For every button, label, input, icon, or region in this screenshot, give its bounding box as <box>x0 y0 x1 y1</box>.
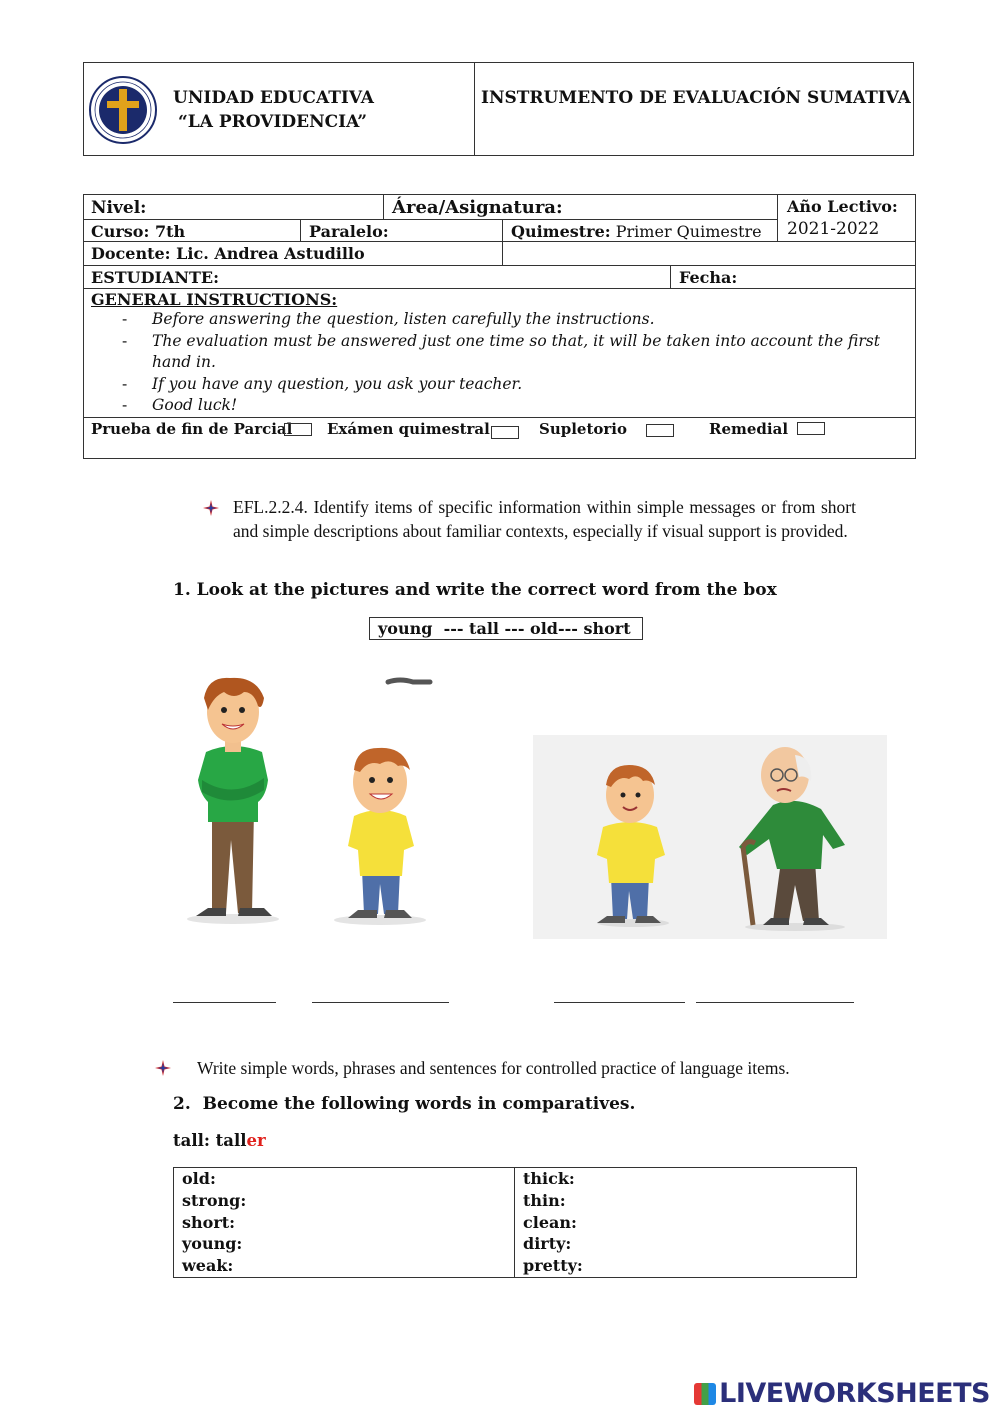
comparatives-right-column <box>523 1168 583 1277</box>
answer-blank-3[interactable] <box>554 1002 685 1003</box>
comparatives-left-column <box>182 1168 246 1277</box>
example-suffix: er <box>246 1131 266 1150</box>
example-base: tall: tall <box>173 1131 247 1150</box>
type-supletorio-checkbox[interactable] <box>646 424 674 437</box>
school-name-line2: “LA PROVIDENCIA” <box>178 112 368 132</box>
instruction-item: - The evaluation must be answered just one time so that, it will be taken into account the first hand in. <box>92 331 912 374</box>
answer-blank-4[interactable] <box>696 1002 854 1003</box>
sparkle-bullet-icon <box>154 1059 172 1077</box>
word-cell[interactable]: strong: <box>182 1190 247 1210</box>
type-quimestral-checkbox[interactable] <box>491 426 519 439</box>
paralelo-label: Paralelo: <box>309 222 389 241</box>
comparatives-divider <box>514 1167 515 1278</box>
instructions-title: GENERAL INSTRUCTIONS: <box>91 290 338 309</box>
nivel-label: Nivel: <box>91 198 147 218</box>
type-quimestral-label: Exámen quimestral <box>327 420 490 438</box>
curso-label: Curso: 7th <box>91 222 186 241</box>
skill-efl-2-2-4: EFL.2.2.4. Identify items of specific information within simple messages or from short and simple descriptions about familiar contexts, especially if visual support is provided. <box>233 497 856 541</box>
type-remedial-checkbox[interactable] <box>797 422 825 435</box>
liveworksheets-logo-icon <box>694 1383 716 1405</box>
anio-value: 2021-2022 <box>787 219 880 239</box>
answer-blank-1[interactable] <box>173 1002 276 1003</box>
word-cell[interactable]: thin: <box>523 1190 566 1210</box>
school-name-line1: UNIDAD EDUCATIVA <box>173 88 374 108</box>
type-parcial-checkbox[interactable] <box>284 423 312 436</box>
quimestre-field <box>503 220 770 243</box>
word-cell[interactable]: short: <box>182 1212 236 1232</box>
type-remedial-label: Remedial <box>709 420 789 438</box>
question-2: 2. Become the following words in comparatives. <box>173 1094 636 1114</box>
quimestre-label: Quimestre: <box>511 222 611 241</box>
tall-short-picture <box>178 670 448 932</box>
word-cell[interactable]: dirty: <box>523 1234 572 1254</box>
word-cell[interactable]: young: <box>182 1234 243 1254</box>
comparative-example <box>173 1131 266 1150</box>
quimestre-value: Primer Quimestre <box>615 222 762 241</box>
instruction-item: - If you have any question, you ask your teacher. <box>92 374 912 396</box>
instruction-item: - Good luck! <box>92 395 912 417</box>
sparkle-bullet-icon <box>202 499 220 517</box>
question-1: 1. Look at the pictures and write the correct word from the box <box>173 580 777 600</box>
school-seal-logo <box>88 75 158 145</box>
area-label: Área/Asignatura: <box>392 197 563 218</box>
instruction-item: - Before answering the question, listen carefully the instructions. <box>92 309 912 331</box>
young-old-picture <box>533 735 887 939</box>
anio-label: Año Lectivo: <box>787 197 898 216</box>
liveworksheets-text: LIVEWORKSHEETS <box>719 1378 990 1409</box>
word-cell[interactable]: thick: <box>523 1169 575 1188</box>
type-supletorio-label: Supletorio <box>539 420 628 438</box>
comparatives-table <box>173 1167 857 1278</box>
fecha-label[interactable]: Fecha: <box>679 268 738 287</box>
header-box <box>83 62 914 156</box>
word-cell[interactable]: weak: <box>182 1256 234 1276</box>
header-divider <box>474 62 475 156</box>
word-box: young --- tall --- old--- short <box>369 617 643 640</box>
type-parcial-label: Prueba de fin de Parcial <box>91 420 293 438</box>
instrument-title: INSTRUMENTO DE EVALUACIÓN SUMATIVA <box>481 88 911 108</box>
answer-blank-2[interactable] <box>312 1002 449 1003</box>
estudiante-label[interactable]: ESTUDIANTE: <box>91 268 220 287</box>
word-cell[interactable]: old: <box>182 1169 216 1188</box>
docente-label: Docente: Lic. Andrea Astudillo <box>91 244 365 263</box>
word-cell[interactable]: pretty: <box>523 1256 583 1276</box>
skill-write-words: Write simple words, phrases and sentences for controlled practice of language items. <box>197 1058 790 1078</box>
liveworksheets-brand[interactable] <box>694 1378 990 1409</box>
instructions-list <box>92 309 912 417</box>
col-line <box>777 194 778 241</box>
word-cell[interactable]: clean: <box>523 1212 577 1232</box>
